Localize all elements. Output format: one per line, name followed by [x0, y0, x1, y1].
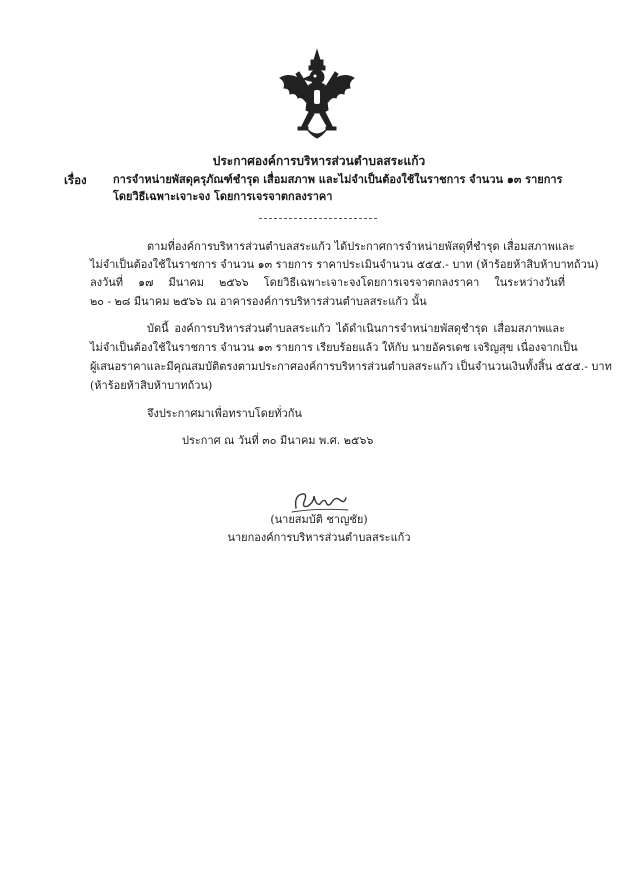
subject-label: เรื่อง: [64, 173, 87, 187]
paragraph-2-line-4: (ห้าร้อยห้าสิบห้าบาทถ้วน): [90, 379, 213, 392]
subject-line-2: โดยวิธีเฉพาะเจาะจง โดยการเจรจาตกลงราคา: [113, 190, 333, 203]
paragraph-2-line-2: ไม่จำเป็นต้องใช้ในราชการ จำนวน ๑๓ รายการ เรียบร้อยแล้ว ให้กับ นายอัครเดช เจริญสุข เนื่องจากเป็น: [90, 341, 578, 354]
announcement-text: จึงประกาศมาเพื่อทราบโดยทั่วกัน: [147, 407, 302, 420]
signatory-name: (นายสมบัติ ชาญชัย): [270, 513, 368, 526]
document-title: ประกาศองค์การบริหารส่วนตำบลสระแก้ว: [212, 154, 426, 168]
paragraph-2-line-3: ผู้เสนอราคาและมีคุณสมบัติตรงตามประกาศองค์การบริหารส่วนตำบลสระแก้ว เป็นจำนวนเงินทั้งสิ้น ๕๕๕.- บาท: [90, 360, 612, 373]
subject-line-1: การจำหน่ายพัสดุครุภัณฑ์ชำรุด เสื่อมสภาพ และไม่จำเป็นต้องใช้ในราชการ จำนวน ๑๓ รายการ: [113, 173, 563, 186]
paragraph-1-line-3: ลงวันที่ ๑๗ มีนาคม ๒๕๖๖ โดยวิธีเฉพาะเจาะจงโดยการเจรจาตกลงราคา ในระหว่างวันที่: [90, 276, 565, 289]
signatory-position: นายกองค์การบริหารส่วนตำบลสระแก้ว: [227, 531, 411, 544]
signature-mark: [290, 488, 350, 516]
paragraph-1-line-1: ตามที่องค์การบริหารส่วนตำบลสระแก้ว ได้ประกาศการจำหน่ายพัสดุที่ชำรุด เสื่อมสภาพและ: [147, 240, 575, 253]
divider: [259, 218, 377, 219]
garuda-emblem-icon: [276, 48, 358, 142]
paragraph-1-line-4: ๒๐ - ๒๘ มีนาคม ๒๕๖๖ ณ อาคารองค์การบริหารส่วนตำบลสระแก้ว นั้น: [90, 295, 427, 308]
announcement-date: ประกาศ ณ วันที่ ๓๐ มีนาคม พ.ศ. ๒๕๖๖: [182, 434, 374, 447]
paragraph-2-line-1: บัดนี้ องค์การบริหารส่วนตำบลสระแก้ว ได้ดำเนินการจำหน่ายพัสดุชำรุด เสื่อมสภาพและ: [147, 322, 565, 335]
paragraph-1-line-2: ไม่จำเป็นต้องใช้ในราชการ จำนวน ๑๓ รายการ ราคาประเมินจำนวน ๕๕๕.- บาท (ห้าร้อยห้าสิบห้าบาทถ้วน): [90, 258, 599, 271]
